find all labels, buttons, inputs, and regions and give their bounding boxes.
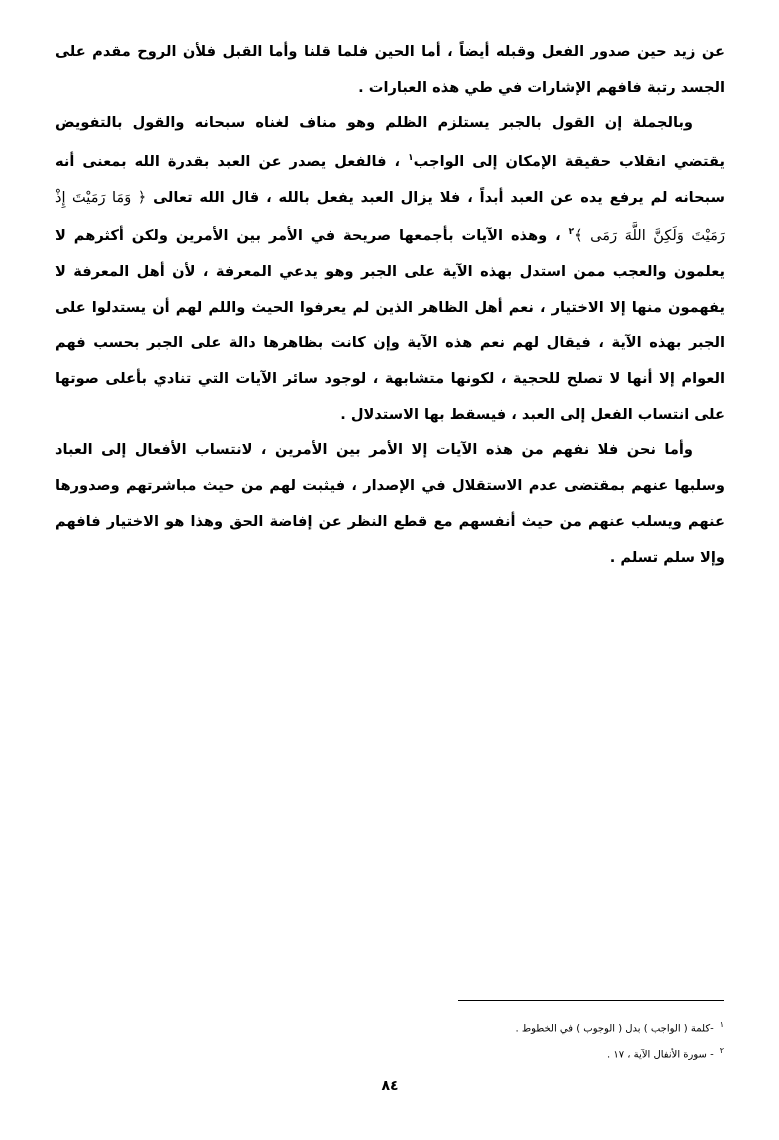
paragraph-3: وأما نحن فلا نفهم من هذه الآيات إلا الأمر بين الأمرين ، لانتساب الأفعال إلى العباد وسلبها عنهم بمقتضى عدم الاستقلال في الإصدار ، فيثبت لهم من حيث مباشرتهم وصدورها عنهم ويسلب عنهم من حيث أنفسهم مع قطع النظر عن إفاضة الحق وهذا هو الاختيار فافهم وإلا سلم تسلم . (55, 441, 725, 566)
paragraph-2-part-1: وبالجملة إن القول بالجبر يستلزم الظلم وهو مناف لغناه سبحانه والقول بالتفويض يقتضي انقلاب حقيقة الإمكان إلى الواجب (55, 114, 725, 170)
page-number: ٨٤ (381, 1078, 399, 1094)
footnote-2-number: ٢ (719, 1046, 724, 1056)
paragraph-2-part-3: ، وهذه الآيات بأجمعها صريحة في الأمر بين الأمرين ولكن أكثرهم لا يعلمون والعجب ممن استدل بهذه الآية على الجبر وهو يدعي المعرفة ، لأن أهل المعرفة لا يفهمون منها إلا الاختيار ، نعم أهل الظاهر الذين لم يعرفوا الحيث واللم لهم أن يستدلوا على الجبر بهذه الآية ، فيقال لهم نعم هذه الآية وإن كانت بظاهرها دالة على الجبر بحسب فهم العوام إلا أنها لا تصلح للحجية ، لكونها متشابهة ، لوجود سائر الآيات التي تنادي بأعلى صوتها على انتساب الفعل إلى العبد ، فيسقط بها الاستدلال . (55, 227, 725, 423)
quran-verse: ﴿ وَمَا رَمَيْتَ إِذْ رَمَيْتَ وَلَكِنَّ اللَّهَ رَمَى ﴾ (55, 188, 725, 245)
footnote-2 (300, 1040, 724, 1066)
paragraph-1: عن زيد حين صدور الفعل وقبله أيضاً ، أما الحين فلما قلنا وأما القبل فلأن الروح مقدم على الجسد رتبة فافهم الإشارات في طي هذه العبارات . (55, 43, 725, 96)
main-text (55, 34, 725, 575)
footnotes (300, 1014, 724, 1067)
footnote-ref-2: ٢ (568, 227, 575, 238)
footnote-2-text: - سورة الأنفال الآية ، ١٧ . (606, 1049, 714, 1061)
footnote-1 (300, 1014, 724, 1040)
paragraph-2 (55, 105, 725, 432)
footnote-1-text: -كلمة ( الواجب ) بدل ( الوجوب ) في الخطوط . (515, 1023, 714, 1035)
footnote-separator (458, 1000, 724, 1001)
paragraph-2-part-2: ، فالفعل يصدر عن العبد بقدرة الله بمعنى أنه سبحانه لم يرفع يده عن العبد أبداً ، فلا يزال العبد يفعل بالله ، قال الله تعالى (55, 152, 725, 206)
footnote-ref-1: ١ (408, 153, 414, 164)
footnote-1-number: ١ (719, 1020, 724, 1029)
